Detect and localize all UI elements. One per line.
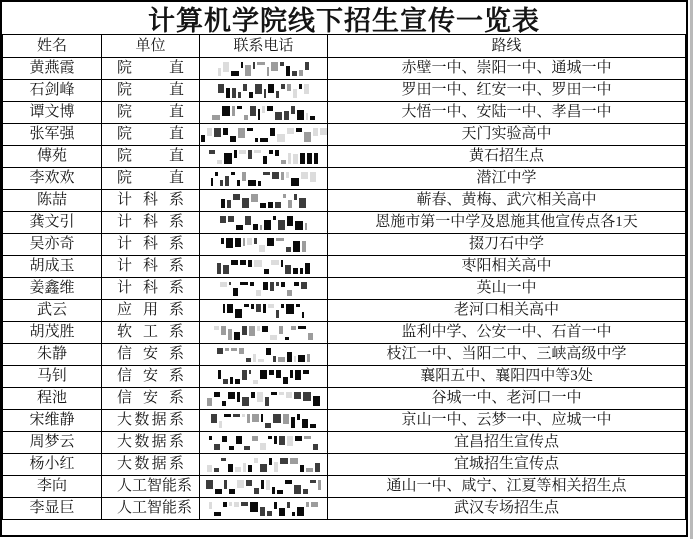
- name-cell: 傅苑: [3, 146, 102, 168]
- table-row: [3, 168, 686, 190]
- redacted-phone: [212, 436, 316, 450]
- unit-cell: 应用系: [102, 300, 200, 322]
- redacted-phone: [212, 216, 316, 230]
- phone-cell: [200, 278, 328, 300]
- table-row: [3, 300, 686, 322]
- route-cell: 襄阳五中、襄阳四中等3处: [328, 366, 686, 388]
- phone-cell: [200, 454, 328, 476]
- phone-cell: [200, 212, 328, 234]
- redacted-phone: [212, 194, 316, 208]
- table-row: [3, 190, 686, 212]
- route-cell: 通山一中、咸宁、江夏等相关招生点: [328, 476, 686, 498]
- unit-cell: 人工智能系: [102, 498, 200, 520]
- table-row: [3, 432, 686, 454]
- table-row: [3, 124, 686, 146]
- route-cell: 谷城一中、老河口一中: [328, 388, 686, 410]
- header-unit: 单位: [102, 35, 200, 58]
- redacted-phone: [212, 282, 316, 296]
- route-cell: 宜昌招生宣传点: [328, 432, 686, 454]
- table-row: [3, 80, 686, 102]
- phone-cell: [200, 124, 328, 146]
- table-row: [3, 366, 686, 388]
- phone-cell: [200, 80, 328, 102]
- name-cell: 武云: [3, 300, 102, 322]
- table-row: [3, 388, 686, 410]
- unit-cell: 信安系: [102, 388, 200, 410]
- header-name: 姓名: [3, 35, 102, 58]
- name-cell: 谭文博: [3, 102, 102, 124]
- phone-cell: [200, 476, 328, 498]
- unit-cell: 院直: [102, 146, 200, 168]
- unit-cell: 院直: [102, 58, 200, 80]
- phone-cell: [200, 432, 328, 454]
- unit-cell: 信安系: [102, 344, 200, 366]
- unit-cell: 计科系: [102, 256, 200, 278]
- table-row: [3, 498, 686, 520]
- route-cell: 老河口相关高中: [328, 300, 686, 322]
- header-row: [3, 35, 686, 58]
- promo-table: [2, 34, 686, 520]
- phone-cell: [200, 102, 328, 124]
- name-cell: 周梦云: [3, 432, 102, 454]
- redacted-phone: [212, 172, 316, 186]
- unit-cell: 计科系: [102, 278, 200, 300]
- table-row: [3, 256, 686, 278]
- redacted-phone: [212, 128, 316, 142]
- name-cell: 李显巨: [3, 498, 102, 520]
- unit-cell: 大数据系: [102, 410, 200, 432]
- unit-cell: 大数据系: [102, 454, 200, 476]
- route-cell: 枣阳相关高中: [328, 256, 686, 278]
- route-cell: 掇刀石中学: [328, 234, 686, 256]
- name-cell: 程池: [3, 388, 102, 410]
- route-cell: 武汉专场招生点: [328, 498, 686, 520]
- unit-cell: 院直: [102, 124, 200, 146]
- unit-cell: 计科系: [102, 212, 200, 234]
- name-cell: 杨小红: [3, 454, 102, 476]
- route-cell: 蕲春、黄梅、武穴相关高中: [328, 190, 686, 212]
- route-cell: 天门实验高中: [328, 124, 686, 146]
- unit-cell: 软工系: [102, 322, 200, 344]
- phone-cell: [200, 234, 328, 256]
- name-cell: 吴亦奇: [3, 234, 102, 256]
- route-cell: 黄石招生点: [328, 146, 686, 168]
- name-cell: 李向: [3, 476, 102, 498]
- name-cell: 陈喆: [3, 190, 102, 212]
- name-cell: 石剑峰: [3, 80, 102, 102]
- table-row: [3, 58, 686, 80]
- redacted-phone: [212, 260, 316, 274]
- table-row: [3, 278, 686, 300]
- table-row: [3, 234, 686, 256]
- name-cell: 朱静: [3, 344, 102, 366]
- name-cell: 马钊: [3, 366, 102, 388]
- redacted-phone: [212, 458, 316, 472]
- redacted-phone: [212, 84, 316, 98]
- phone-cell: [200, 410, 328, 432]
- route-cell: 宜城招生宣传点: [328, 454, 686, 476]
- phone-cell: [200, 498, 328, 520]
- header-phone: 联系电话: [200, 35, 328, 58]
- redacted-phone: [212, 348, 316, 362]
- route-cell: 枝江一中、当阳二中、三峡高级中学: [328, 344, 686, 366]
- unit-cell: 院直: [102, 168, 200, 190]
- redacted-phone: [212, 62, 316, 76]
- phone-cell: [200, 58, 328, 80]
- phone-cell: [200, 190, 328, 212]
- redacted-phone: [212, 414, 316, 428]
- redacted-phone: [212, 150, 316, 164]
- phone-cell: [200, 344, 328, 366]
- name-cell: 宋维静: [3, 410, 102, 432]
- phone-cell: [200, 388, 328, 410]
- table-row: [3, 476, 686, 498]
- unit-cell: 人工智能系: [102, 476, 200, 498]
- phone-cell: [200, 168, 328, 190]
- table-row: [3, 454, 686, 476]
- table-body: [3, 58, 686, 520]
- table-row: [3, 146, 686, 168]
- redacted-phone: [212, 502, 316, 516]
- header-route: 路线: [328, 35, 686, 58]
- table-row: [3, 322, 686, 344]
- name-cell: 李欢欢: [3, 168, 102, 190]
- redacted-phone: [212, 326, 316, 340]
- route-cell: 罗田一中、红安一中、罗田一中: [328, 80, 686, 102]
- unit-cell: 院直: [102, 80, 200, 102]
- unit-cell: 大数据系: [102, 432, 200, 454]
- phone-cell: [200, 322, 328, 344]
- table-row: [3, 212, 686, 234]
- redacted-phone: [212, 106, 316, 120]
- page-title: 计算机学院线下招生宣传一览表: [148, 5, 540, 36]
- name-cell: 黄燕霞: [3, 58, 102, 80]
- name-cell: 龚文引: [3, 212, 102, 234]
- redacted-phone: [212, 370, 316, 384]
- name-cell: 姜鑫维: [3, 278, 102, 300]
- unit-cell: 计科系: [102, 190, 200, 212]
- name-cell: 胡成玉: [3, 256, 102, 278]
- route-cell: 监利中学、公安一中、石首一中: [328, 322, 686, 344]
- route-cell: 赤壁一中、崇阳一中、通城一中: [328, 58, 686, 80]
- route-cell: 英山一中: [328, 278, 686, 300]
- route-cell: 京山一中、云梦一中、应城一中: [328, 410, 686, 432]
- redacted-phone: [212, 392, 316, 406]
- phone-cell: [200, 300, 328, 322]
- phone-cell: [200, 366, 328, 388]
- route-cell: 大悟一中、安陆一中、孝昌一中: [328, 102, 686, 124]
- unit-cell: 计科系: [102, 234, 200, 256]
- unit-cell: 院直: [102, 102, 200, 124]
- table-row: [3, 102, 686, 124]
- route-cell: 潜江中学: [328, 168, 686, 190]
- redacted-phone: [212, 480, 316, 494]
- route-cell: 恩施市第一中学及恩施其他宣传点各1天: [328, 212, 686, 234]
- phone-cell: [200, 256, 328, 278]
- redacted-phone: [212, 304, 316, 318]
- unit-cell: 信安系: [102, 366, 200, 388]
- table-row: [3, 344, 686, 366]
- phone-cell: [200, 146, 328, 168]
- redacted-phone: [212, 238, 316, 252]
- name-cell: 胡茂胜: [3, 322, 102, 344]
- name-cell: 张军强: [3, 124, 102, 146]
- table-row: [3, 410, 686, 432]
